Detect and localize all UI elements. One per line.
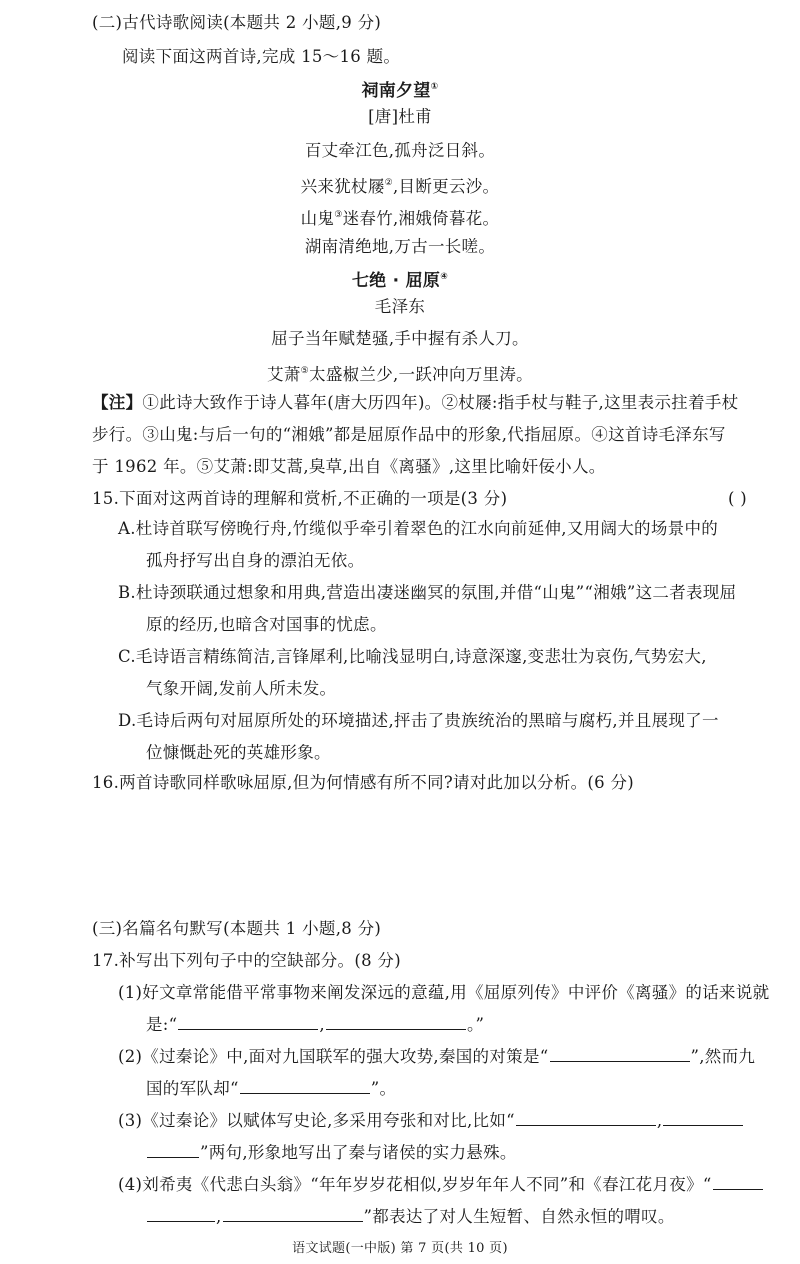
answer-blank[interactable] [147,1207,215,1222]
footnote-ref: ⑤ [300,366,310,376]
option-d: D.毛诗后两句对屈原所处的环境描述,抨击了贵族统治的黑暗与腐朽,并且展现了一 [118,711,719,730]
section-header: (二)古代诗歌阅读(本题共 2 小题,9 分) [92,13,382,32]
answer-blank[interactable] [240,1079,370,1094]
notes-line: 于 1962 年。⑤艾萧:即艾蒿,臭草,出自《离骚》,这里比喻奸佞小人。 [92,457,606,476]
fill-item-2-cont: 国的军队却“ ”。 [146,1079,397,1098]
answer-blank[interactable] [550,1047,690,1062]
poem-author: 毛泽东 [374,297,426,316]
footnote-ref: ② [384,178,393,188]
fill-item-3: (3)《过秦论》以赋体写史论,多采用夸张和对比,比如“ , [118,1110,744,1132]
footnote-ref: ③ [334,210,343,220]
answer-blank[interactable] [516,1111,656,1126]
answer-blank[interactable] [713,1175,763,1190]
answer-blank[interactable] [663,1111,743,1126]
fill-item-4-cont: , ”都表达了对人生短暂、自然永恒的喟叹。 [146,1206,675,1228]
answer-blank[interactable] [178,1015,318,1030]
footnote-ref: ④ [440,272,449,282]
option-a: A.杜诗首联写傍晚行舟,竹缆似乎牵引着翠色的江水向前延伸,又用阔大的场景中的 [118,519,719,538]
poem-title: 七绝 · 屈原④ [351,271,449,291]
footnote-ref: ① [430,82,439,92]
question-stem: 16.两首诗歌同样歌咏屈原,但为何情感有所不同?请对此加以分析。(6 分) [92,773,635,792]
poem-line: 百丈牵江色,孤舟泛日斜。 [304,141,496,160]
notes-line: 【注】①此诗大致作于诗人暮年(唐大历四年)。②杖屦:指手杖与鞋子,这里表示拄着手杖 [92,393,739,412]
section-header: (三)名篇名句默写(本题共 1 小题,8 分) [92,919,382,938]
answer-blank[interactable] [223,1207,363,1222]
question-stem: 17.补写出下列句子中的空缺部分。(8 分) [92,951,401,970]
answer-blank[interactable] [147,1143,199,1158]
question-stem: 15.下面对这两首诗的理解和赏析,不正确的一项是(3 分) [92,489,508,508]
option-b: B.杜诗颈联通过想象和用典,营造出凄迷幽冥的氛围,并借“山鬼”“湘娥”这二者表现屈 [118,583,737,602]
poem-line: 湖南清绝地,万古一长嗟。 [304,237,496,256]
notes-label: 【注】 [92,393,143,412]
fill-item-3-cont: ”两句,形象地写出了秦与诸侯的实力悬殊。 [146,1142,517,1164]
poem-line: 艾萧⑤太盛椒兰少,一跃冲向万里涛。 [267,365,533,384]
answer-bracket: ( ) [728,489,748,508]
option-a-cont: 孤舟抒写出自身的漂泊无依。 [146,551,365,570]
poem-title: 祠南夕望① [361,81,439,101]
poem-line: 屈子当年赋楚骚,手中握有杀人刀。 [271,329,529,348]
option-d-cont: 位慷慨赴死的英雄形象。 [146,743,331,762]
answer-blank[interactable] [326,1015,466,1030]
poem-line: 兴来犹杖屦②,目断更云沙。 [300,177,500,196]
notes-line: 步行。③山鬼:与后一句的“湘娥”都是屈原作品中的形象,代指屈原。④这首诗毛泽东写 [92,425,726,444]
fill-item-2: (2)《过秦论》中,面对九国联军的强大攻势,秦国的对策是“ ”,然而九 [118,1047,756,1066]
fill-item-4: (4)刘希夷《代悲白头翁》“年年岁岁花相似,岁岁年年人不同”和《春江花月夜》“ [118,1174,764,1196]
option-c-cont: 气象开阔,发前人所未发。 [146,679,337,698]
section-instruction: 阅读下面这两首诗,完成 15～16 题。 [122,47,401,66]
fill-item-1-cont: 是:“ , 。” [146,1015,485,1034]
option-c: C.毛诗语言精练简洁,言锋犀利,比喻浅显明白,诗意深邃,变悲壮为哀伤,气势宏大, [118,647,707,666]
fill-item-1: (1)好文章常能借平常事物来阐发深远的意蕴,用《屈原列传》中评价《离骚》的话来说就 [118,983,770,1002]
poem-author: [唐]杜甫 [368,107,432,126]
poem-line: 山鬼③迷春竹,湘娥倚暮花。 [300,209,500,228]
option-b-cont: 原的经历,也暗含对国事的忧虑。 [146,615,387,634]
page-footer: 语文试题(一中版) 第 7 页(共 10 页) [292,1241,508,1256]
